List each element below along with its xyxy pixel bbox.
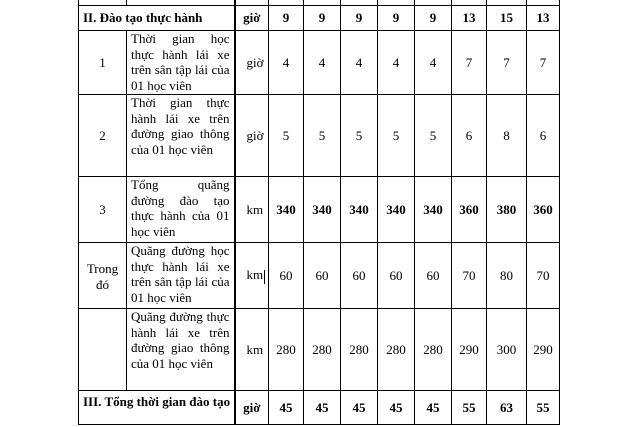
value-cell: 45 bbox=[269, 391, 304, 425]
value-cell: 5 bbox=[415, 95, 452, 177]
value-cell: 7 bbox=[527, 31, 560, 95]
value-cell: 5 bbox=[378, 95, 415, 177]
value-cell: 4 bbox=[269, 31, 304, 95]
value-cell: 55 bbox=[452, 391, 487, 425]
row-unit: km bbox=[235, 177, 269, 243]
value-cell: 9 bbox=[269, 6, 304, 31]
value-cell: 380 bbox=[487, 177, 527, 243]
text-cursor bbox=[264, 270, 265, 284]
value-cell: 60 bbox=[378, 243, 415, 309]
section-ii-unit: giờ bbox=[235, 6, 269, 31]
value-cell: 9 bbox=[378, 6, 415, 31]
value-cell: 45 bbox=[341, 391, 378, 425]
value-cell: 13 bbox=[527, 6, 560, 31]
value-cell: 280 bbox=[304, 309, 341, 391]
table-row bbox=[79, 309, 560, 391]
value-cell: 280 bbox=[415, 309, 452, 391]
value-cell: 280 bbox=[378, 309, 415, 391]
row-description: Quãng đường thực hành lái xe trên đường giao thông của 01 học viên bbox=[127, 309, 235, 391]
value-cell: 300 bbox=[487, 309, 527, 391]
row-description: Quãng đường học thực hành lái xe trên sân tập lái của 01 học viên bbox=[127, 243, 235, 309]
value-cell: 4 bbox=[378, 31, 415, 95]
value-cell: 60 bbox=[415, 243, 452, 309]
value-cell: 360 bbox=[527, 177, 560, 243]
section-ii-label: II. Đào tạo thực hành bbox=[79, 6, 235, 31]
row-number bbox=[79, 309, 127, 391]
value-cell: 55 bbox=[527, 391, 560, 425]
section-iii-label: III. Tổng thời gian đào tạo bbox=[79, 391, 235, 425]
row-number: 2 bbox=[79, 95, 127, 177]
value-cell: 290 bbox=[527, 309, 560, 391]
row-number: Trong đó bbox=[79, 243, 127, 309]
value-cell: 280 bbox=[341, 309, 378, 391]
value-cell: 5 bbox=[269, 95, 304, 177]
value-cell: 7 bbox=[487, 31, 527, 95]
row-description: Thời gian học thực hành lái xe trên sân tập lái của 01 học viên bbox=[127, 31, 235, 95]
value-cell: 6 bbox=[452, 95, 487, 177]
row-number: 3 bbox=[79, 177, 127, 243]
value-cell: 70 bbox=[527, 243, 560, 309]
table-row bbox=[79, 243, 560, 309]
value-cell: 5 bbox=[304, 95, 341, 177]
value-cell: 60 bbox=[341, 243, 378, 309]
value-cell: 340 bbox=[269, 177, 304, 243]
value-cell: 290 bbox=[452, 309, 487, 391]
value-cell: 9 bbox=[415, 6, 452, 31]
value-cell: 4 bbox=[341, 31, 378, 95]
value-cell: 45 bbox=[415, 391, 452, 425]
row-description: Tổng quãng đường đào tạo thực hành của 01 học viên bbox=[127, 177, 235, 243]
value-cell: 340 bbox=[415, 177, 452, 243]
value-cell: 4 bbox=[304, 31, 341, 95]
row-description: Thời gian thực hành lái xe trên đường giao thông của 01 học viên bbox=[127, 95, 235, 177]
value-cell: 7 bbox=[452, 31, 487, 95]
table-row bbox=[79, 95, 560, 177]
value-cell: 4 bbox=[415, 31, 452, 95]
value-cell: 340 bbox=[378, 177, 415, 243]
value-cell: 45 bbox=[304, 391, 341, 425]
value-cell: 5 bbox=[341, 95, 378, 177]
value-cell: 340 bbox=[341, 177, 378, 243]
section-iii-unit: giờ bbox=[235, 391, 269, 425]
table-row bbox=[79, 177, 560, 243]
row-unit: giờ bbox=[235, 31, 269, 95]
value-cell: 70 bbox=[452, 243, 487, 309]
value-cell: 45 bbox=[378, 391, 415, 425]
value-cell: 6 bbox=[527, 95, 560, 177]
section-iii-row bbox=[79, 391, 560, 425]
value-cell: 60 bbox=[269, 243, 304, 309]
table-row bbox=[79, 31, 560, 95]
value-cell: 8 bbox=[487, 95, 527, 177]
value-cell: 9 bbox=[341, 6, 378, 31]
section-ii-row bbox=[79, 6, 560, 31]
value-cell: 340 bbox=[304, 177, 341, 243]
row-unit: giờ bbox=[235, 95, 269, 177]
value-cell: 360 bbox=[452, 177, 487, 243]
training-table bbox=[78, 0, 560, 425]
row-unit: km bbox=[235, 309, 269, 391]
value-cell: 9 bbox=[304, 6, 341, 31]
row-unit-text: km bbox=[246, 267, 264, 283]
value-cell: 80 bbox=[487, 243, 527, 309]
value-cell: 15 bbox=[487, 6, 527, 31]
value-cell: 13 bbox=[452, 6, 487, 31]
value-cell: 280 bbox=[269, 309, 304, 391]
row-unit bbox=[235, 243, 269, 309]
value-cell: 63 bbox=[487, 391, 527, 425]
row-number: 1 bbox=[79, 31, 127, 95]
value-cell: 60 bbox=[304, 243, 341, 309]
